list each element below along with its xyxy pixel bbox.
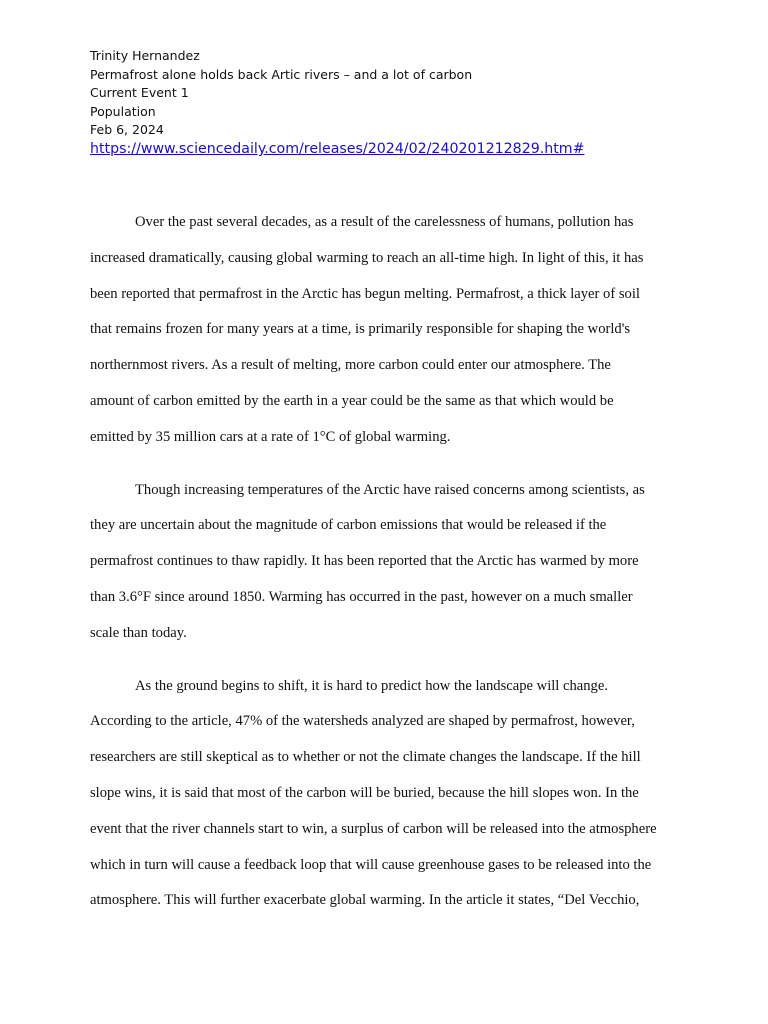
document-page	[90, 47, 680, 936]
paragraph-line: slope wins, it is said that most of the carbon will be buried, because the hill slopes won. In the	[90, 784, 639, 801]
paragraph-line: emitted by 35 million cars at a rate of 1°C of global warming.	[90, 428, 451, 445]
topic-label: Population	[90, 103, 156, 119]
paragraph-1	[90, 205, 680, 456]
paragraph-line: event that the river channels start to win, a surplus of carbon will be released into the atmosphere	[90, 820, 657, 837]
article-title: Permafrost alone holds back Artic rivers – and a lot of carbon	[90, 66, 473, 82]
source-link[interactable]: https://www.sciencedaily.com/releases/2024/02/240201212829.htm#	[90, 140, 585, 157]
paragraph-line: been reported that permafrost in the Arctic has begun melting. Permafrost, a thick layer of soil	[90, 285, 640, 302]
paragraph-line: northernmost rivers. As a result of melting, more carbon could enter our atmosphere. The	[90, 357, 611, 374]
paragraph-3	[90, 669, 680, 920]
paragraph-line: Over the past several decades, as a result of the carelessness of humans, pollution has	[135, 213, 634, 230]
assignment-label: Current Event 1	[90, 85, 189, 101]
paragraph-2	[90, 473, 680, 652]
document-date: Feb 6, 2024	[90, 122, 164, 138]
paragraph-line: amount of carbon emitted by the earth in a year could be the same as that which would be	[90, 392, 614, 409]
paragraph-line: which in turn will cause a feedback loop that will cause greenhouse gases to be released into the	[90, 856, 652, 873]
paragraph-line: As the ground begins to shift, it is hard to predict how the landscape will change.	[135, 677, 608, 694]
paragraph-line: Though increasing temperatures of the Arctic have raised concerns among scientists, as	[135, 481, 645, 498]
paragraph-line: researchers are still skeptical as to whether or not the climate changes the landscape. If the hill	[90, 749, 641, 766]
paragraph-line: permafrost continues to thaw rapidly. It has been reported that the Arctic has warmed by more	[90, 553, 639, 570]
essay-body	[90, 205, 680, 919]
paragraph-line: scale than today.	[90, 624, 187, 641]
paragraph-line: they are uncertain about the magnitude of carbon emissions that would be released if the	[90, 517, 607, 534]
author-name: Trinity Hernandez	[90, 48, 200, 63]
paragraph-line: increased dramatically, causing global warming to reach an all-time high. In light of this, it has	[90, 249, 644, 266]
paragraph-line: that remains frozen for many years at a time, is primarily responsible for shaping the world's	[90, 321, 631, 338]
paragraph-line: than 3.6°F since around 1850. Warming has occurred in the past, however on a much smaller	[90, 588, 633, 605]
document-header	[90, 47, 680, 159]
paragraph-line: According to the article, 47% of the watersheds analyzed are shaped by permafrost, however,	[90, 713, 635, 730]
paragraph-line: atmosphere. This will further exacerbate global warming. In the article it states, “Del Vecchio,	[90, 892, 640, 909]
